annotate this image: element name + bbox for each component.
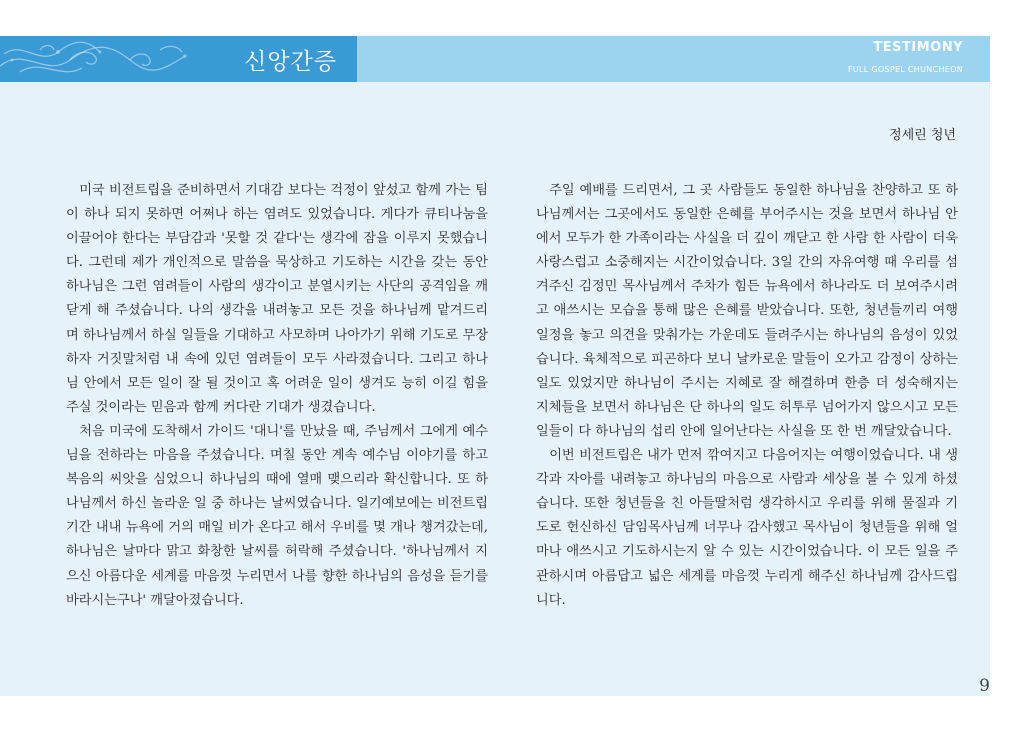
- right-column: [536, 179, 958, 613]
- church-name: FULL GOSPEL CHUNCHEON: [847, 65, 963, 74]
- header-right-band: [357, 36, 990, 82]
- header-band: [0, 36, 990, 82]
- floral-ornament-icon: [0, 36, 220, 82]
- author-name: 정세린 청년: [889, 128, 956, 143]
- title-box: [0, 36, 357, 82]
- page-number: 9: [979, 676, 990, 696]
- paragraph: 미국 비전트립을 준비하면서 기대감 보다는 걱정이 앞섰고 함께 가는 팀이 하나 되지 못하면 어쩌나 하는 염려도 있었습니다. 게다가 큐티나눔을 이끌어야 한다는 부담감과 '못할 것 같다'는 생각에 잠을 이루지 못했습니다. 그런데 제가 개인적으로 말씀을 묵상하고 기도하는 시간을 갖는 동안 하나님은 그런 염려들이 사람의 생각이고 분열시키는 사단의 공격임을 깨닫게 해 주셨습니다. 나의 생각을 내려놓고 모든 것을 하나님께 맡겨드리며 하나님께서 하실 일들을 기대하고 사모하며 나아가기 위해 기도로 무장하자 거짓말처럼 내 속에 있던 염려들이 모두 사라졌습니다. 그리고 하나님 안에서 모든 일이 잘 될 것이고 혹 어려운 일이 생겨도 능히 이길 힘을 주실 것이라는 믿음과 함께 커다란 기대가 생겼습니다.: [66, 183, 488, 415]
- paragraph: 주일 예배를 드리면서, 그 곳 사람들도 동일한 하나님을 찬양하고 또 하나님께서는 그곳에서도 동일한 은혜를 부어주시는 것을 보면서 하나님 안에서 모두가 한 가족이라는 사실을 더 깊이 깨닫고 한 사람 한 사람이 더욱 사랑스럽고 소중해지는 시간이었습니다. 3일 간의 자유여행 때 우리를 섬겨주신 김정민 목사님께서 주차가 힘든 뉴욕에서 하나라도 더 보여주시려고 애쓰시는 모습을 통해 많은 은혜를 받았습니다. 또한, 청년들끼리 여행일정을 놓고 의견을 맞춰가는 가운데도 들려주시는 하나님의 음성이 있었습니다. 육체적으로 피곤하다 보니 날카로운 말들이 오가고 감정이 상하는 일도 있었지만 하나님이 주시는 지혜로 잘 해결하며 한층 더 성숙해지는 지체들을 보면서 하나님은 단 하나의 일도 허투루 넘어가지 않으시고 모든 일들이 다 하나님의 섭리 안에 일어난다는 사실을 또 한 번 깨달았습니다.: [536, 183, 958, 439]
- section-title: 신앙간증: [244, 49, 337, 75]
- left-column: [66, 179, 488, 613]
- paragraph: 이번 비전트립은 내가 먼저 깎여지고 다음어지는 여행이었습니다. 내 생각과 자아를 내려놓고 하나님의 마음으로 사람과 세상을 볼 수 있게 하셨습니다. 또한 청년들을 친 아들딸처럼 생각하시고 우리를 위해 물질과 기도로 헌신하신 담임목사님께 너무나 감사했고 목사님이 청년들을 위해 얼마나 애쓰시고 기도하시는지 알 수 있는 시간이었습니다. 이 모든 일을 주관하시며 아름답고 넓은 세계를 마음껏 누리게 해주신 하나님께 감사드립니다.: [536, 448, 958, 608]
- paragraph: 처음 미국에 도착해서 가이드 '대니'를 만났을 때, 주님께서 그에게 예수님을 전하라는 마음을 주셨습니다. 며칠 동안 계속 예수님 이야기를 하고 복음의 씨앗을 심었으니 하나님의 때에 열매 맺으리라 확신합니다. 또 하나님께서 하신 놀라운 일 중 하나는 날씨였습니다. 일기예보에는 비전트립 기간 내내 뉴욕에 거의 매일 비가 온다고 해서 우비를 몇 개나 챙겨갔는데, 하나님은 날마다 맑고 화창한 날씨를 허락해 주셨습니다. '하나님께서 지으신 아름다운 세계를 마음껏 누리면서 나를 향한 하나님의 음성을 듣기를 바라시는구나' 깨달아졌습니다.: [66, 423, 488, 608]
- section-label: TESTIMONY: [873, 40, 963, 55]
